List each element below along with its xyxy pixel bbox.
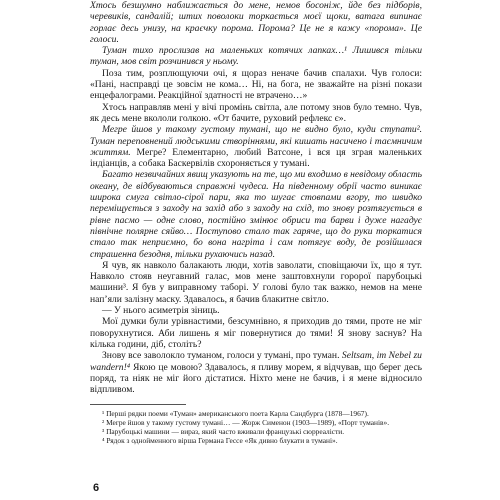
paragraph-10-part-3: Якою це мовою? Здавалось, я пливу морем, я відчував, що берег десь поряд, та ніяк не міг його дістатися. Ніхто мене не бачив, і я мене відносило відпливом.	[90, 361, 422, 396]
paragraph-5	[90, 124, 422, 169]
paragraph-5-normal: Мегре? Елементарно, любий Ватсоне, і вся ця зграя маленьких індіанців, а собака Баскервілів схороняється у тумані.	[90, 146, 422, 170]
paragraph-3: Поза тим, розплющуючи очі, я щораз неначе бачив спалахи. Чув голоси: «Пані, насправді це зовсім не кома… Ні, на бога, не зважайте на різні покази енцефалограми. Реакційної здатності не втрачено…»	[90, 67, 422, 102]
paragraph-1: Хтось безшумно наближається до мене, немов босоніж, йде без підборів, черевиків, сандалій; штих поволоки торкається моєї щоки, ватага випинає горлає десь унизу, на краєчку порома. Порома? Це не я кажу «порома». Це голоси.	[90, 0, 422, 45]
footnote-4: ⁴ Рядок з однойменного вірша Германа Гессе «Як дивно блукати в тумані».	[102, 436, 338, 446]
paragraph-7: Я чув, як навколо балакають люди, хотів заволати, сповіщаючи їх, що я тут. Навколо стояв неугавний галас, мов мене заштовхнули горорої парубоцькі машини³. Я був у виправному таборі. У голові було так важко, немов на мене нап’яли залізну маску. Здавалось, я бачив блакитне світло.	[90, 259, 422, 305]
book-page	[90, 0, 422, 445]
paragraph-9: Мої думки були урівнастими, безсумнівно, я приходив до тями, проте не міг поворухнутися. Аби лишень я міг повернутися до тями! Я знову заснув? На кілька години, діб, століть?	[90, 316, 422, 350]
footnote-divider	[90, 404, 186, 405]
footnote-1: ¹ Перші рядки поеми «Туман» американського поета Карла Сандбурга (1878—1967).	[102, 409, 369, 419]
paragraph-6: Багато незвичайних явищ указують на те, що ми входимо в невідому область океану, де відбуваються справжні чудеса. На південному обрії часто виникає широка смуга світло-сірої пари, яка то шугає стовпами вгору, то швидко переміщується з заходу на захід або з заходу на схід, то знову розтягується в рівне пасмо — одне слово, постійно змінює обриси та барви і дуже нагадує північне полярне сяйво… Поступово стало так гаряче, що до руки торкатися стало так неприємно, бо вона нагріта і сам потягує воду, де розійшлася страшенна безодня, тільки рухаючись назад.	[90, 169, 422, 260]
footnote-2: ² Мегре йшов у такому густому тумані… — Жорж Сименон (1903—1989), «Порт туманів».	[102, 418, 390, 428]
paragraph-10-part-2: Seltsam, im Nebel zu wandern!⁴	[90, 350, 422, 373]
paragraph-4: Хтось направляв мені у вічі промінь світла, але потому знов було темно. Чув, як десь мене вкололи голкою. «От бачите, руховий рефлекс є».	[90, 101, 422, 124]
page-number: 6	[93, 482, 100, 494]
paragraph-5-italic: Мегре йшов у такому густому тумані, що не видно було, куди ступати². Туман переповнений людськими створіннями, які кишать насичено і таємничим життям.	[90, 124, 422, 158]
paragraph-10-part-1: Знову все заволокло туманом, голоси у тумані, про туман.	[102, 350, 342, 362]
footnote-3: ³ Парубоцькі машини — вираз, який часто вживали французькі сюрреалісти.	[102, 427, 345, 437]
paragraph-2: Туман тихо прослизав на маленьких котячих лапках…¹ Лишився тільки туман, мов світ розчинився у ньому.	[90, 45, 422, 68]
paragraph-8: — У нього асиметрія зіниць.	[102, 305, 220, 317]
paragraph-10	[90, 350, 422, 395]
